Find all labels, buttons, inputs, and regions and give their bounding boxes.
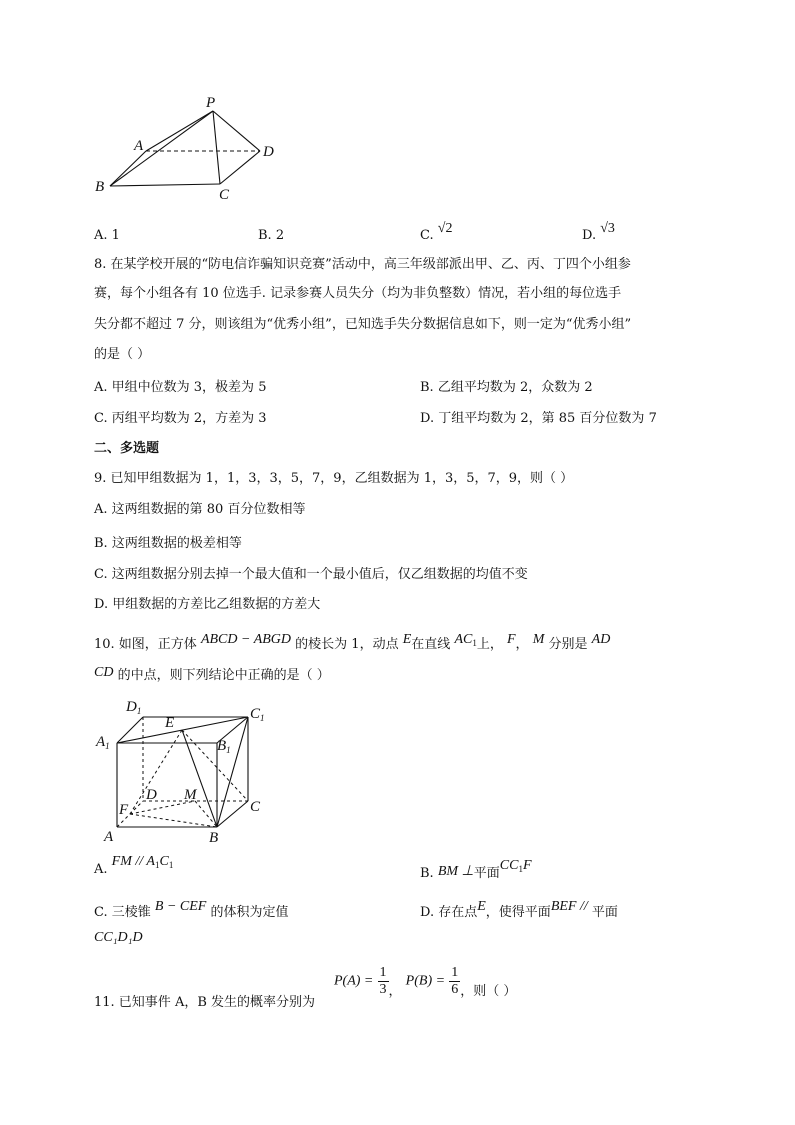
q10-option-d-plane: CC₁D₁D	[94, 930, 143, 945]
cube-label-e: E	[165, 715, 175, 731]
q10-a-math-main: FM // A	[111, 854, 155, 869]
q10-line-ac1	[454, 632, 476, 647]
q8-line-1: 8. 在某学校开展的“防电信诈骗知识竞赛”活动中，高三年级部派出甲、乙、丙、丁四个小组参	[94, 257, 631, 272]
q10-option-b-text: 平面	[473, 866, 500, 881]
q10-a-c: C	[159, 854, 169, 869]
q11-pa-fraction	[378, 965, 389, 998]
cube-figure	[90, 694, 275, 846]
q7-option-c-value: √2	[437, 221, 453, 236]
q9-stem: 9. 已知甲组数据为 1，1，3，3，5，7，9，乙组数据为 1，3，5，7，9，则（ ）	[94, 471, 574, 486]
cube-label-m: M	[184, 787, 197, 803]
q11-pa-denominator: 3	[379, 982, 387, 997]
q11-pa-label: P(A) =	[334, 973, 374, 989]
q11-pb-fraction	[449, 965, 460, 998]
q10-option-d-prefix: D. 存在点	[420, 905, 478, 920]
q10-option-b	[420, 858, 532, 881]
pyramid-label-b: B	[95, 179, 105, 195]
q10-point-e: E	[402, 632, 412, 647]
q9-option-d: D. 甲组数据的方差比乙组数据的方差大	[94, 597, 321, 612]
q10-option-d-point: E	[477, 899, 486, 914]
q11-pb-denominator: 6	[451, 982, 459, 997]
pyramid-label-p: P	[206, 95, 216, 111]
cube-label-a1: $A_1$	[96, 734, 110, 751]
cube-label-f: F	[119, 802, 129, 818]
pyramid-label-a: A	[134, 138, 144, 154]
cube-label-d: D	[146, 787, 157, 803]
q8-line-3: 失分都不超过 7 分，则该组为“优秀小组”，已知选手失分数据信息如下，则一定为“优秀小组”	[94, 317, 632, 332]
q10-option-c-prefix: C. 三棱锥	[94, 905, 151, 920]
cube-label-b: B	[209, 830, 219, 846]
q10-comma: ，	[515, 637, 529, 652]
cube-label-a: A	[104, 829, 114, 845]
q7-option-c	[420, 221, 453, 243]
pyramid-label-c: C	[219, 187, 230, 203]
q7-option-c-prefix: C.	[420, 228, 434, 243]
cube-label-c: C	[250, 799, 261, 815]
q11-separator: ，	[388, 984, 402, 999]
q9-option-b: B. 这两组数据的极差相等	[94, 536, 242, 551]
q10-text-1: 10. 如图，正方体	[94, 637, 197, 652]
q7-option-d	[582, 221, 615, 243]
q10-option-d	[420, 895, 618, 920]
q10-option-b-plane	[500, 858, 532, 873]
q10-stem-line-2	[94, 664, 330, 684]
q10-segment-ad: AD	[591, 632, 611, 647]
q10-segment-cd: CD	[94, 665, 114, 680]
q10-text-2: 的棱长为 1，动点	[295, 637, 399, 652]
q7-option-d-value: √3	[600, 221, 615, 236]
q10-text-4: 上，	[476, 637, 503, 652]
q10-a-sub2: 1	[168, 860, 174, 870]
cube-label-b1: $B_1$	[217, 738, 231, 755]
q10-option-c-text: 的体积为定值	[210, 905, 289, 920]
q10-text-line2: 的中点，则下列结论中正确的是（ ）	[117, 668, 330, 683]
q8-line-2: 赛，每个小组各有 10 位选手. 记录参赛人员失分（均为非负整数）情况，若小组的每位选手	[94, 286, 622, 301]
q8-option-c: C. 丙组平均数为 2，方差为 3	[94, 411, 267, 426]
pyramid-figure	[88, 92, 288, 204]
q10-option-b-prefix: B.	[420, 866, 434, 881]
q10-option-a	[94, 854, 174, 877]
q8-option-a: A. 甲组中位数为 3，极差为 5	[94, 380, 267, 395]
q8-line-4: 的是（ ）	[94, 347, 151, 362]
q7-option-a: A. 1	[94, 228, 120, 243]
q10-option-c-math: B − CEF	[154, 899, 207, 914]
q7-option-b: B. 2	[258, 228, 285, 243]
q11-pb-numerator: 1	[451, 965, 459, 980]
q10-text-3: 在直线	[411, 637, 451, 652]
q11-tail: ，则（ ）	[460, 984, 517, 999]
q11-probabilities	[334, 965, 516, 999]
pyramid-label-d: D	[263, 144, 274, 160]
q10-option-d-math: BEF //	[550, 899, 588, 914]
q10-option-a-math	[112, 854, 174, 869]
q9-option-a: A. 这两组数据的第 80 百分位数相等	[94, 502, 306, 517]
q10-point-f: F	[506, 632, 516, 647]
cube-label-c1: $C_1$	[250, 706, 265, 723]
q10-ac1-sub: 1	[472, 638, 477, 648]
q10-b-plane-sub: 1	[518, 864, 523, 874]
q10-point-m: M	[532, 632, 545, 647]
q11-pa-numerator: 1	[379, 965, 387, 980]
q10-option-b-math: BM ⊥	[437, 864, 474, 879]
q11-stem: 11. 已知事件 A，B 发生的概率分别为	[94, 995, 316, 1010]
q8-option-b: B. 乙组平均数为 2，众数为 2	[420, 380, 593, 395]
q10-option-d-text2: 平面	[591, 905, 618, 920]
q10-b-plane-main: CC	[499, 858, 519, 873]
q10-cube-name: ABCD − ABGD	[200, 632, 292, 647]
q10-b-plane-f: F	[522, 858, 532, 873]
section-title-multi-choice: 二、多选题	[94, 441, 160, 456]
q10-option-a-prefix: A.	[94, 862, 108, 877]
q10-option-d-text1: ，使得平面	[485, 905, 551, 920]
cube-label-d1: $D_1$	[126, 699, 142, 716]
q9-option-c: C. 这两组数据分别去掉一个最大值和一个最小值后，仅乙组数据的均值不变	[94, 567, 528, 582]
q10-ac1-main: AC	[454, 632, 473, 647]
q11-pb-label: P(B) =	[405, 973, 446, 989]
q10-option-c	[94, 895, 289, 920]
q7-option-d-prefix: D.	[582, 228, 597, 243]
q10-text-5: 分别是	[548, 637, 588, 652]
q8-option-d: D. 丁组平均数为 2，第 85 百分位数为 7	[420, 411, 657, 426]
q10-a-sub1: 1	[154, 860, 160, 870]
q10-stem-line-1	[94, 633, 610, 653]
